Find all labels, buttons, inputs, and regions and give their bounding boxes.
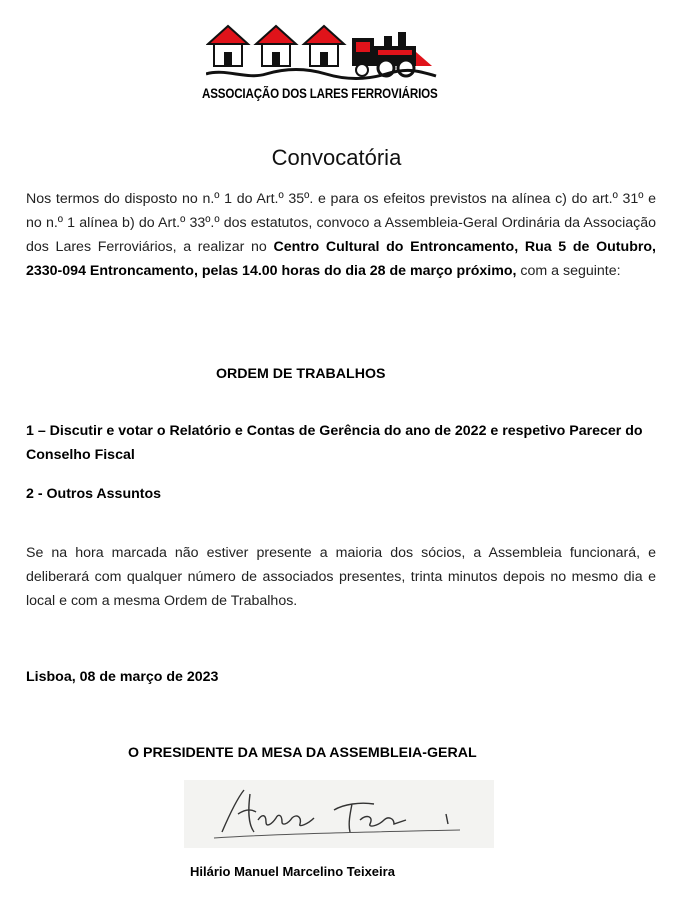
notice-paragraph: Se na hora marcada não estiver presente a maioria dos sócios, a Assembleia funcionará, e deliberará com qualquer número de associados presentes, trinta minutos depois no mesmo dia e local e com a mesma Ordem de Trabalhos. [26,545,656,609]
intro-paragraph: Nos termos do disposto no n.º 1 do Art.º 35º. e para os efeitos previstos na alínea c) do art.º 31º e no n.º 1 alínea b) do Art.º 33º.º dos estatutos, convoco a Assembleia-Geral Ordinária da Associação dos Lares Ferroviários, a realizar no Centro Cultural do Entroncamento, Rua 5 de Outubro, 2330-094 Entroncamento, pelas 14.00 horas do dia 28 de março próximo, com a seguinte: [26,191,656,279]
signatory-name: Hilário Manuel Marcelino Teixeira [190,864,395,879]
place-date: Lisboa, 08 de março de 2023 [26,669,219,685]
handwritten-signature [184,780,494,848]
meeting-location-date: Centro Cultural do Entroncamento, Rua 5 de Outubro, 2330-094 Entroncamento, pelas 14.00 horas do dia 28 de março próximo, [26,239,656,279]
logo-text: ASSOCIAÇÃO DOS LARES FERROVIÁRIOS [202,86,438,101]
agenda-item: 2 - Outros Assuntos [26,486,162,502]
agenda-heading: ORDEM DE TRABALHOS [216,366,386,382]
houses-and-train-icon [206,22,438,84]
document-title: Convocatória [271,145,402,170]
signature-image [184,780,494,848]
signatory-role: O PRESIDENTE DA MESA DA ASSEMBLEIA-GERAL [128,745,477,761]
association-logo [202,22,442,108]
agenda-item: 1 – Discutir e votar o Relatório e Contas de Gerência do ano de 2022 e respetivo Parecer do Conselho Fiscal [26,423,643,463]
